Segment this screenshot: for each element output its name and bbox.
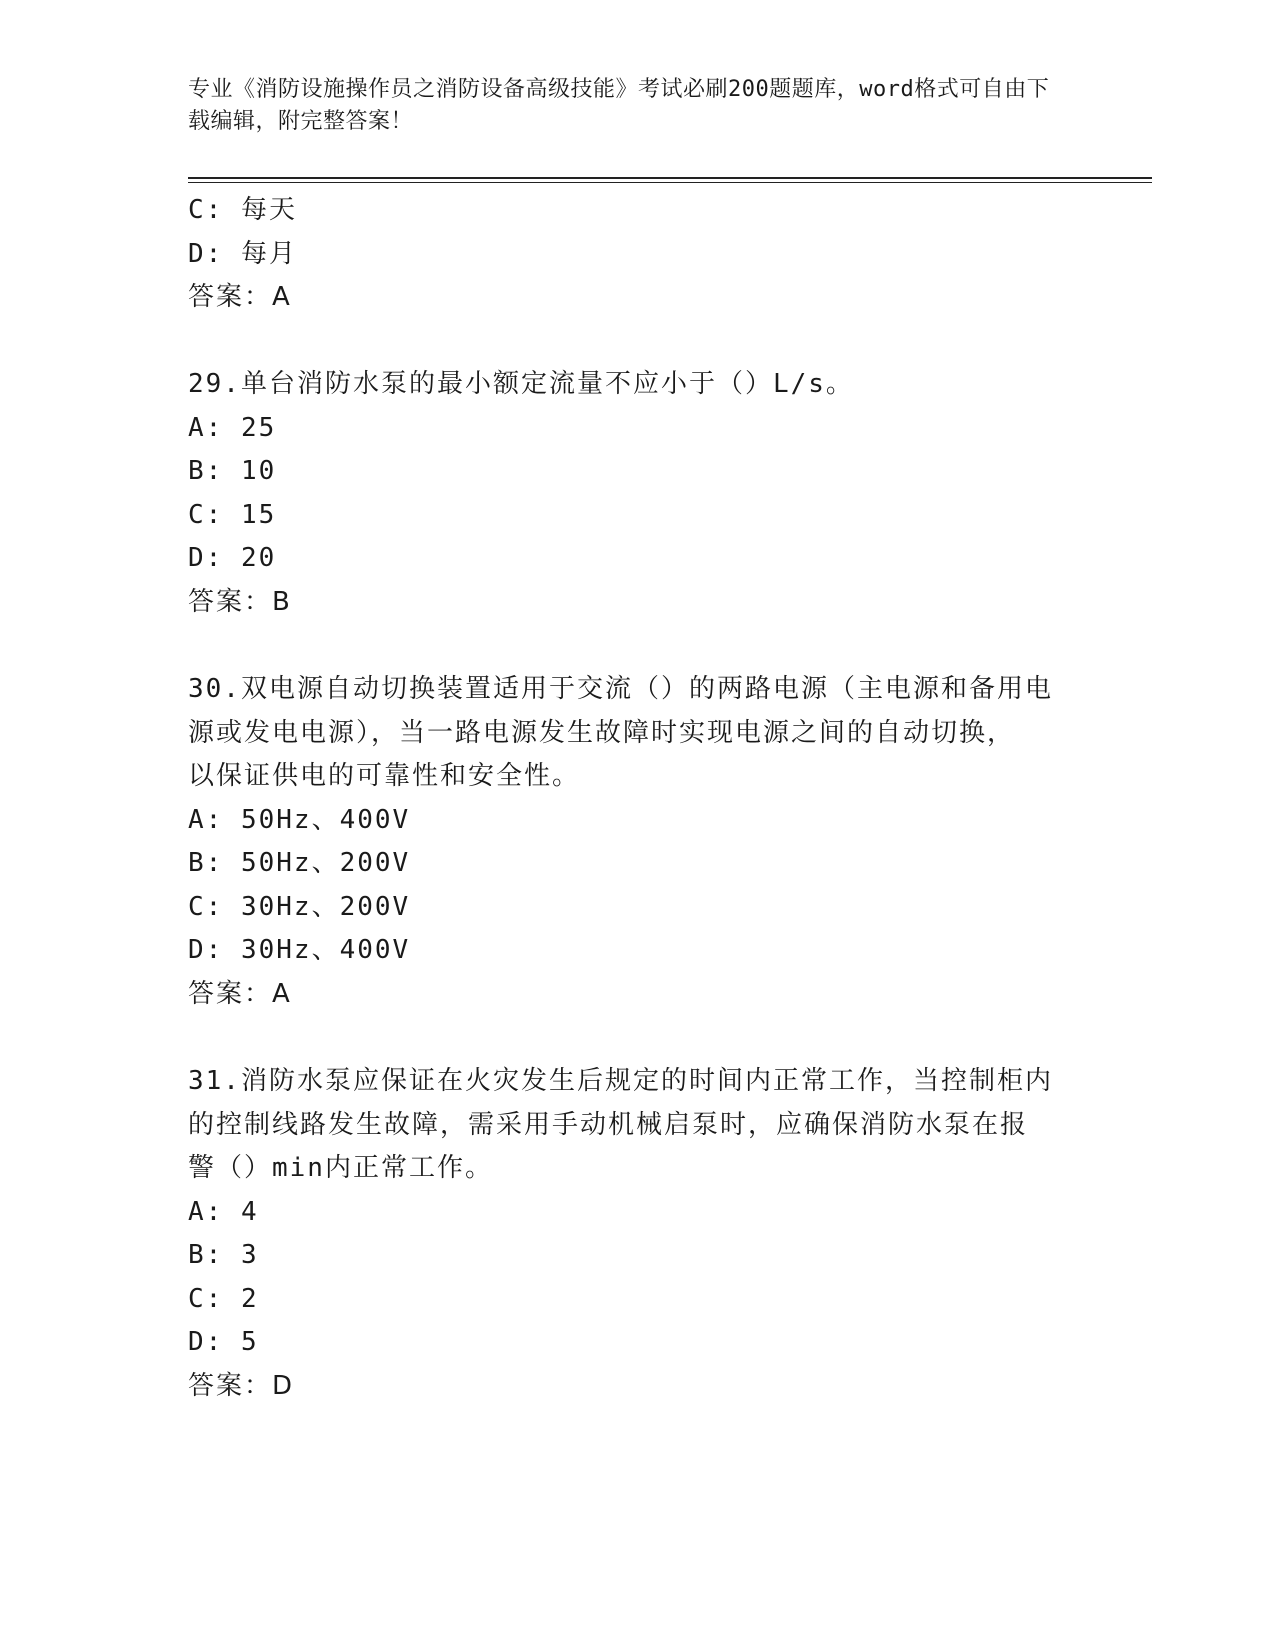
answer-line: 答案：B (188, 587, 292, 617)
question-stem: 源或发电电源），当一路电源发生故障时实现电源之间的自动切换， (188, 718, 1016, 748)
question-stem: 警（）min内正常工作。 (188, 1153, 493, 1183)
header-divider-thick (188, 177, 1152, 179)
option-b: B: 50Hz、200V (188, 848, 411, 878)
option-c: C: 2 (188, 1284, 259, 1314)
question-stem: 31.消防水泵应保证在火灾发生后规定的时间内正常工作，当控制柜内 (188, 1066, 1053, 1096)
document-header: 专业《消防设施操作员之消防设备高级技能》考试必刷200题题库，word格式可自由下载编辑，附完整答案！ (188, 77, 1050, 134)
answer-line: 答案：D (188, 1371, 295, 1401)
answer-line: 答案：A (188, 979, 292, 1009)
header-divider-thin (188, 182, 1152, 183)
option-c: C: 15 (188, 500, 277, 530)
option-d: D: 5 (188, 1327, 259, 1357)
option-c: C: 30Hz、200V (188, 892, 411, 922)
answer-line: 答案：A (188, 282, 292, 312)
option-a: A: 25 (188, 413, 277, 443)
question-stem: 的控制线路发生故障，需采用手动机械启泵时，应确保消防水泵在报 (188, 1110, 1029, 1140)
option-d: D: 20 (188, 543, 277, 573)
option-c: C: 每天 (188, 195, 297, 225)
option-a: A: 4 (188, 1197, 259, 1227)
question-stem: 30.双电源自动切换装置适用于交流（）的两路电源（主电源和备用电 (188, 674, 1053, 704)
option-d: D: 30Hz、400V (188, 935, 411, 965)
option-b: B: 3 (188, 1240, 259, 1270)
option-d: D: 每月 (188, 239, 297, 269)
option-b: B: 10 (188, 456, 277, 486)
option-a: A: 50Hz、400V (188, 805, 411, 835)
question-stem: 以保证供电的可靠性和安全性。 (188, 761, 581, 791)
question-stem: 29.单台消防水泵的最小额定流量不应小于（）L/s。 (188, 369, 854, 399)
